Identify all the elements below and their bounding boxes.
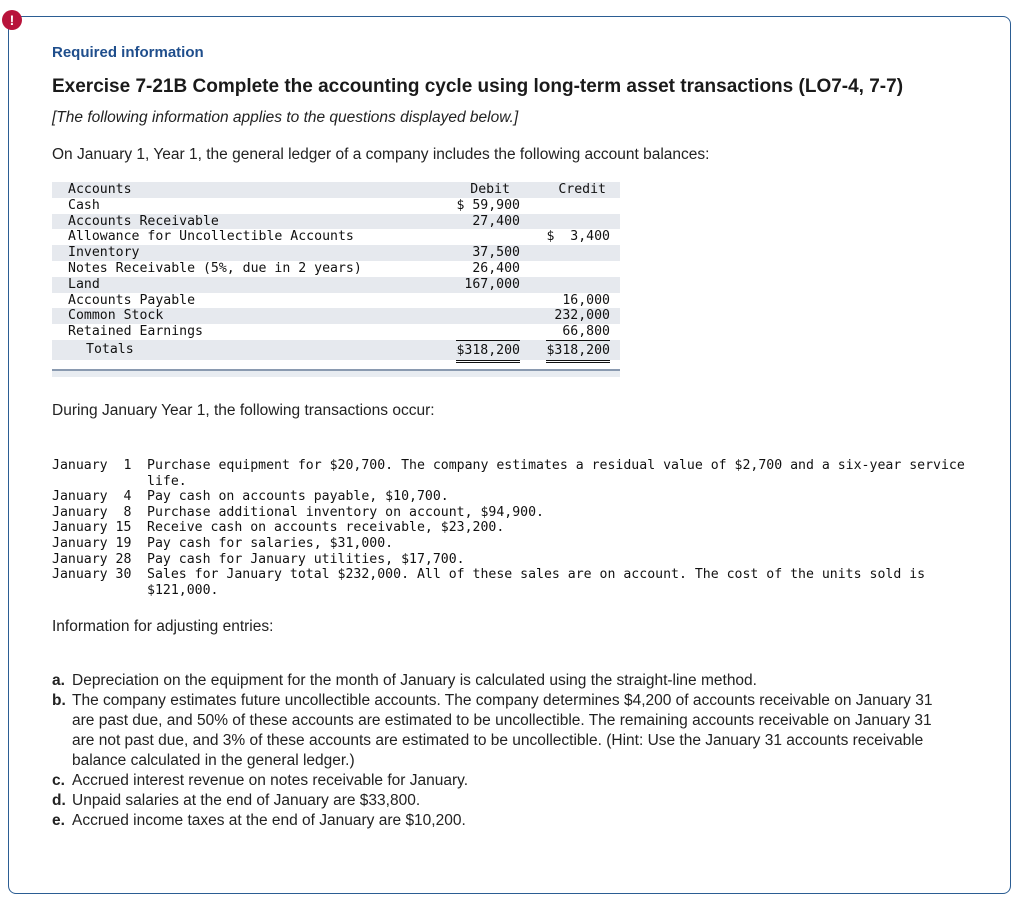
transaction-description: Pay cash for January utilities, $17,700. bbox=[147, 551, 465, 567]
adjusting-item bbox=[52, 791, 952, 811]
adjusting-text: Unpaid salaries at the end of January are $33,800. bbox=[72, 792, 421, 809]
ledger-row bbox=[52, 261, 620, 277]
debit-value: 37,500 bbox=[472, 245, 520, 261]
ledger-row bbox=[52, 308, 620, 324]
totals-credit: $318,200 bbox=[546, 340, 610, 363]
credit-value: 16,000 bbox=[562, 292, 610, 308]
account-name: Common Stock bbox=[68, 308, 164, 324]
transaction-item bbox=[52, 505, 967, 521]
adjusting-heading: Information for adjusting entries: bbox=[52, 618, 274, 635]
adjusting-item bbox=[52, 811, 952, 831]
transaction-item bbox=[52, 520, 967, 536]
credit-value: 232,000 bbox=[554, 308, 610, 324]
transaction-item bbox=[52, 552, 967, 568]
transaction-description: Purchase additional inventory on account, $94,900. bbox=[147, 504, 544, 520]
debit-value: 167,000 bbox=[464, 276, 520, 292]
ledger-header-row bbox=[52, 182, 620, 198]
required-information-heading: Required information bbox=[52, 44, 204, 61]
totals-debit: $318,200 bbox=[456, 340, 520, 363]
exercise-title: Exercise 7-21B Complete the accounting cycle using long-term asset transactions (LO7-4, 7-7) bbox=[52, 76, 904, 97]
account-name: Cash bbox=[68, 197, 100, 213]
col-credit: Credit bbox=[558, 182, 606, 197]
transaction-item bbox=[52, 458, 967, 489]
applies-note: [The following information applies to the questions displayed below.] bbox=[52, 109, 519, 126]
adjusting-letter: b. bbox=[52, 692, 66, 709]
totals-label: Totals bbox=[86, 341, 134, 357]
account-name: Allowance for Uncollectible Accounts bbox=[68, 229, 354, 245]
transaction-date: January 8 bbox=[52, 504, 132, 520]
ledger-row bbox=[52, 198, 620, 214]
transaction-description: Pay cash for salaries, $31,000. bbox=[147, 535, 394, 551]
adjusting-item bbox=[52, 691, 952, 771]
transaction-date: January 19 bbox=[52, 535, 132, 551]
transaction-date: January 28 bbox=[52, 551, 132, 567]
transactions-list bbox=[52, 458, 967, 598]
transaction-item bbox=[52, 489, 967, 505]
account-name: Retained Earnings bbox=[68, 324, 203, 340]
debit-value: $ 59,900 bbox=[456, 197, 520, 213]
account-name: Land bbox=[68, 276, 100, 292]
transaction-description: Purchase equipment for $20,700. The company estimates a residual value of $2,700 and a six-year service life. bbox=[147, 458, 965, 489]
transaction-date: January 4 bbox=[52, 489, 132, 505]
transaction-item bbox=[52, 536, 967, 552]
account-name: Inventory bbox=[68, 245, 140, 261]
transaction-date: January 15 bbox=[52, 520, 132, 536]
account-name: Notes Receivable (5%, due in 2 years) bbox=[68, 260, 362, 276]
adjusting-letter: c. bbox=[52, 772, 65, 789]
credit-value: $ 3,400 bbox=[546, 229, 610, 245]
adjusting-item bbox=[52, 771, 952, 791]
account-name: Accounts Receivable bbox=[68, 213, 219, 229]
debit-value: 27,400 bbox=[472, 213, 520, 229]
ledger-row bbox=[52, 293, 620, 309]
ledger-row bbox=[52, 277, 620, 293]
transaction-item bbox=[52, 567, 967, 598]
transaction-description: Pay cash on accounts payable, $10,700. bbox=[147, 489, 449, 505]
adjusting-list bbox=[52, 671, 952, 831]
adjusting-letter: e. bbox=[52, 812, 65, 829]
credit-value: 66,800 bbox=[562, 324, 610, 340]
ledger-row bbox=[52, 245, 620, 261]
transaction-description: Sales for January total $232,000. All of these sales are on account. The cost of the units sold is $121,000. bbox=[147, 567, 926, 598]
debit-value: 26,400 bbox=[472, 260, 520, 276]
intro-text: On January 1, Year 1, the general ledger of a company includes the following account balances: bbox=[52, 146, 710, 163]
account-name: Accounts Payable bbox=[68, 292, 196, 308]
adjusting-letter: d. bbox=[52, 792, 66, 809]
ledger-row bbox=[52, 324, 620, 340]
adjusting-text: Accrued income taxes at the end of January are $10,200. bbox=[72, 812, 466, 829]
transactions-heading: During January Year 1, the following transactions occur: bbox=[52, 402, 435, 419]
adjusting-text: Depreciation on the equipment for the month of January is calculated using the straight-line method. bbox=[72, 672, 757, 689]
adjusting-text: The company estimates future uncollectible accounts. The company determines $4,200 of accounts receivable on January 31 are past due, and 50% of these accounts are estimated to be uncollectible. The remaining accounts receivable on January 31 are not past due, and 3% of these accounts are estimated to be uncollectible. (Hint: Use the January 31 accounts receivable balance calculated in the general ledger.) bbox=[72, 692, 933, 769]
adjusting-text: Accrued interest revenue on notes receivable for January. bbox=[72, 772, 469, 789]
transaction-date: January 1 bbox=[52, 458, 132, 473]
col-accounts: Accounts bbox=[68, 182, 132, 197]
ledger-row bbox=[52, 229, 620, 245]
adjusting-item bbox=[52, 671, 952, 691]
alert-icon: ! bbox=[2, 10, 22, 30]
transaction-description: Receive cash on accounts receivable, $23,200. bbox=[147, 520, 505, 536]
ledger-scroll-bar bbox=[52, 369, 620, 377]
col-debit: Debit bbox=[470, 182, 510, 197]
ledger-totals-row bbox=[52, 340, 620, 360]
adjusting-letter: a. bbox=[52, 672, 65, 689]
ledger-table bbox=[52, 182, 620, 360]
ledger-row bbox=[52, 214, 620, 230]
transaction-date: January 30 bbox=[52, 567, 132, 583]
